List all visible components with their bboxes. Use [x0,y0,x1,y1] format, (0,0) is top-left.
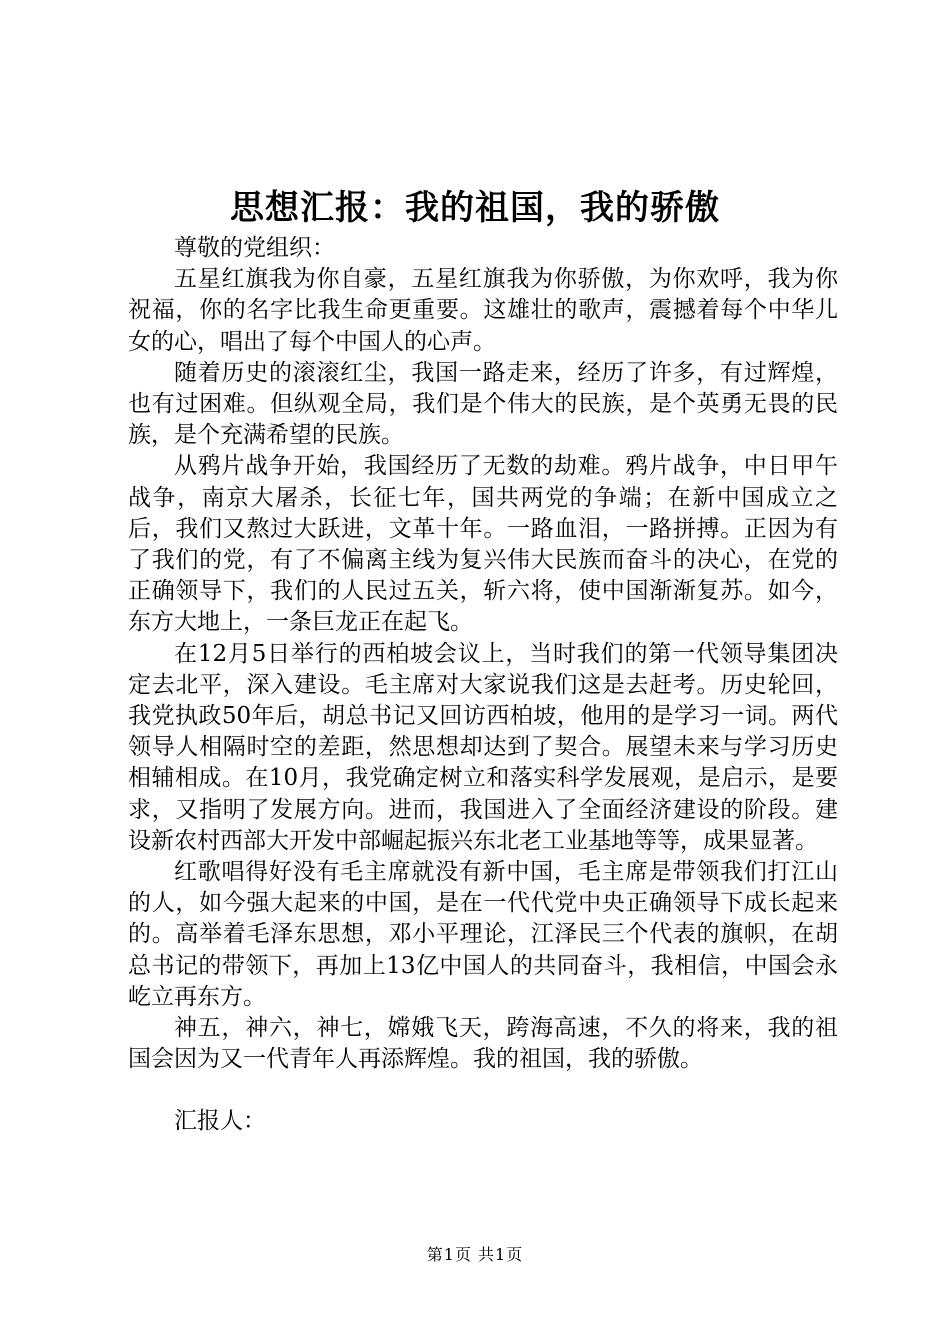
paragraph-5: 红歌唱得好没有毛主席就没有新中国，毛主席是带领我们打江山的人，如今强大起来的中国，是在一代代党中央正确领导下成长起来的。高举着毛泽东思想，邓小平理论，江泽民三个代表的旗帜，在胡总书记的带领下，再加上13亿中国人的共同奋斗，我相信，中国会永屹立再东方。 [128,859,838,1010]
page-footer: 第1页 共1页 [426,1245,524,1264]
paragraph-4: 在12月5日举行的西柏坡会议上，当时我们的第一代领导集团决定去北平，深入建设。毛主席对大家说我们这是去赶考。历史轮回，我党执政50年后，胡总书记又回访西柏坡，他用的是学习一词。两代领导人相隔时空的差距，然思想却达到了契合。展望未来与学习历史相辅相成。在10月，我党确定树立和落实科学发展观，是启示，是要求，又指明了发展方向。进而，我国进入了全面经济建设的阶段。建设新农村西部大开发中部崛起振兴东北老工业基地等等，成果显著。 [128,640,838,854]
paragraph-2: 随着历史的滚滚红尘，我国一路走来，经历了许多，有过辉煌，也有过困难。但纵观全局，我们是个伟大的民族，是个英勇无畏的民族，是个充满希望的民族。 [128,359,838,449]
paragraph-3: 从鸦片战争开始，我国经历了无数的劫难。鸦片战争，中日甲午战争，南京大屠杀，长征七年，国共两党的争端；在新中国成立之后，我们又熬过大跃进，文革十年。一路血泪，一路拼搏。正因为有了我们的党，有了不偏离主线为复兴伟大民族而奋斗的决心，在党的正确领导下，我们的人民过五关，斩六将，使中国渐渐复苏。如今，东方大地上，一条巨龙正在起飞。 [128,453,838,636]
document-body [128,233,838,1138]
blank-line [128,1075,838,1106]
signature-label: 汇报人： [174,1108,266,1135]
salutation: 尊敬的党组织： [174,235,335,261]
paragraph-6: 神五，神六，神七，嫦娥飞天，跨海高速，不久的将来，我的祖国会因为又一代青年人再添辉煌。我的祖国，我的骄傲。 [128,1015,838,1073]
document-title: 思想汇报：我的祖国，我的骄傲 [230,188,720,228]
paragraph-1: 五星红旗我为你自豪，五星红旗我为你骄傲，为你欢呼，我为你祝福，你的名字比我生命更重要。这雄壮的歌声，震撼着每个中华儿女的心，唱出了每个中国人的心声。 [128,266,838,355]
